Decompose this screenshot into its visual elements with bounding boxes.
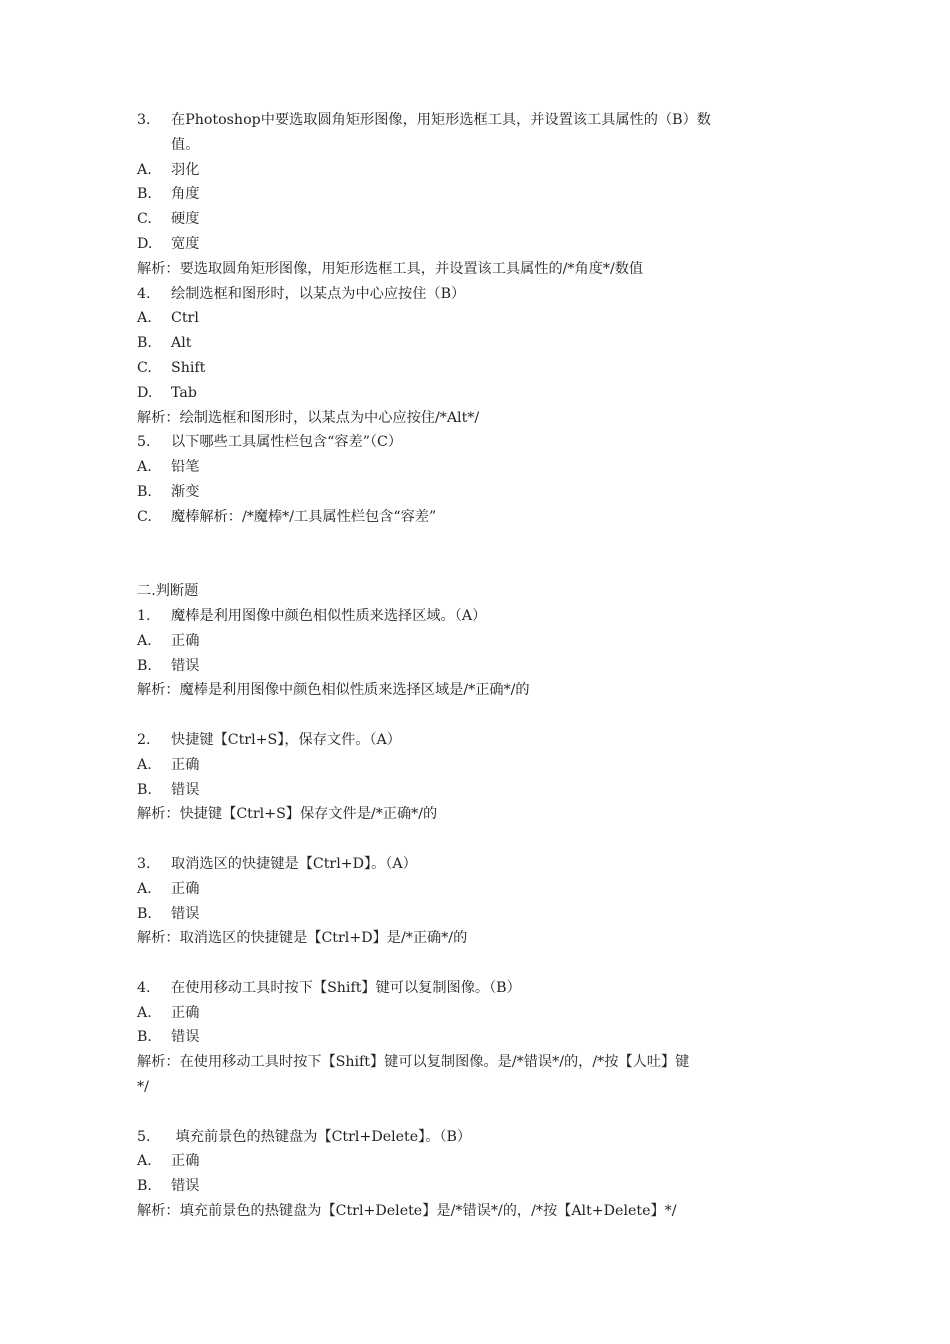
section-heading: 二.判断题 — [137, 583, 199, 600]
option-label: C. — [137, 508, 152, 525]
option-b — [137, 480, 817, 505]
question-text: 绘制选框和图形时，以某点为中心应按住（B） — [171, 285, 466, 302]
question-text-continuation: 值。 — [171, 136, 200, 153]
option-a — [137, 158, 817, 183]
option-c — [137, 356, 817, 381]
question-text: 以下哪些工具属性栏包含“容差”（C） — [171, 434, 403, 451]
option-label: A. — [137, 310, 152, 327]
option-b — [137, 654, 817, 679]
option-a — [137, 629, 817, 654]
question-tf-4 — [137, 976, 817, 1001]
document-page — [137, 108, 817, 1224]
analysis: 解析：绘制选框和图形时，以某点为中心应按住/*Alt*/ — [137, 409, 480, 426]
option-text: 正确 — [171, 1153, 200, 1170]
question-number: 5. — [137, 1128, 151, 1145]
analysis: 解析：取消选区的快捷键是【Ctrl+D】是/*正确*/的 — [137, 930, 468, 947]
option-text: 正确 — [171, 756, 200, 773]
option-text: Ctrl — [171, 310, 199, 327]
option-b — [137, 1174, 817, 1199]
option-label: A. — [137, 1004, 152, 1021]
option-a — [137, 455, 817, 480]
option-label: B. — [137, 1029, 152, 1046]
spacer — [137, 703, 817, 728]
option-text: 错误 — [171, 905, 200, 922]
option-label: B. — [137, 483, 152, 500]
option-text: 正确 — [171, 880, 200, 897]
option-text: 错误 — [171, 1178, 200, 1195]
analysis: 解析：要选取圆角矩形图像，用矩形选框工具，并设置该工具属性的/*角度*/数值 — [137, 260, 644, 277]
option-text: Alt — [171, 335, 192, 352]
question-number: 2. — [137, 731, 151, 748]
option-text: 渐变 — [171, 483, 200, 500]
question-text: 取消选区的快捷键是【Ctrl+D】。（A） — [171, 855, 417, 872]
question-text: 在Photoshop中要选取圆角矩形图像，用矩形选框工具，并设置该工具属性的（B）数 — [171, 112, 711, 128]
option-text: 正确 — [171, 1004, 200, 1021]
analysis: 解析：填充前景色的热键盘为【Ctrl+Delete】是/*错误*/的，/*按【Alt+Delete】*/ — [137, 1203, 677, 1220]
question-number: 5. — [137, 434, 151, 451]
analysis: 解析：在使用移动工具时按下【Shift】键可以复制图像。是/*错误*/的，/*按【人吐】键 — [137, 1054, 690, 1071]
option-c — [137, 505, 817, 530]
option-label: C. — [137, 359, 152, 376]
spacer — [137, 827, 817, 852]
option-text: 铅笔 — [171, 459, 200, 476]
question-mc-5 — [137, 430, 817, 455]
option-b — [137, 902, 817, 927]
option-label: C. — [137, 211, 152, 228]
option-a — [137, 306, 817, 331]
option-label: D. — [137, 384, 153, 401]
question-tf-1 — [137, 604, 817, 629]
option-label: A. — [137, 1153, 152, 1170]
option-text: 错误 — [171, 781, 200, 798]
option-c — [137, 207, 817, 232]
option-text: 宽度 — [171, 235, 200, 252]
option-text: 魔棒解析：/*魔棒*/工具属性栏包含“容差” — [171, 508, 437, 525]
option-text: 正确 — [171, 632, 200, 649]
analysis-continuation: */ — [137, 1079, 149, 1096]
option-a — [137, 1001, 817, 1026]
option-text: 硬度 — [171, 211, 200, 228]
option-b — [137, 1025, 817, 1050]
question-number: 4. — [137, 285, 151, 302]
option-label: A. — [137, 161, 152, 178]
option-text: 角度 — [171, 186, 200, 203]
question-text: 快捷键【Ctrl+S】，保存文件。（A） — [171, 731, 401, 748]
option-b — [137, 331, 817, 356]
question-tf-2 — [137, 728, 817, 753]
option-label: B. — [137, 186, 152, 203]
question-number: 1. — [137, 607, 151, 624]
spacer — [137, 951, 817, 976]
question-mc-3 — [137, 108, 817, 133]
option-label: B. — [137, 905, 152, 922]
question-text: 魔棒是利用图像中颜色相似性质来选择区域。（A） — [171, 607, 487, 624]
question-number: 3. — [137, 112, 151, 128]
question-text: 填充前景色的热键盘为【Ctrl+Delete】。（B） — [171, 1128, 472, 1145]
option-a — [137, 1149, 817, 1174]
option-label: D. — [137, 235, 153, 252]
question-text: 在使用移动工具时按下【Shift】键可以复制图像。（B） — [171, 979, 521, 996]
option-label: A. — [137, 756, 152, 773]
option-text: 错误 — [171, 1029, 200, 1046]
analysis: 解析：魔棒是利用图像中颜色相似性质来选择区域是/*正确*/的 — [137, 682, 530, 699]
option-a — [137, 753, 817, 778]
question-tf-3 — [137, 852, 817, 877]
option-text: 羽化 — [171, 161, 200, 178]
option-b — [137, 182, 817, 207]
option-a — [137, 877, 817, 902]
analysis: 解析：快捷键【Ctrl+S】保存文件是/*正确*/的 — [137, 806, 438, 823]
option-b — [137, 778, 817, 803]
option-label: A. — [137, 880, 152, 897]
option-d — [137, 232, 817, 257]
option-text: Tab — [171, 384, 197, 401]
option-label: A. — [137, 632, 152, 649]
option-text: 错误 — [171, 657, 200, 674]
option-label: A. — [137, 459, 152, 476]
question-tf-5 — [137, 1125, 817, 1150]
option-label: B. — [137, 657, 152, 674]
option-label: B. — [137, 1178, 152, 1195]
question-number: 3. — [137, 855, 151, 872]
option-label: B. — [137, 335, 152, 352]
option-d — [137, 381, 817, 406]
option-label: B. — [137, 781, 152, 798]
question-mc-4 — [137, 282, 817, 307]
spacer — [137, 530, 817, 580]
question-number: 4. — [137, 979, 151, 996]
option-text: Shift — [171, 359, 206, 376]
spacer — [137, 1100, 817, 1125]
